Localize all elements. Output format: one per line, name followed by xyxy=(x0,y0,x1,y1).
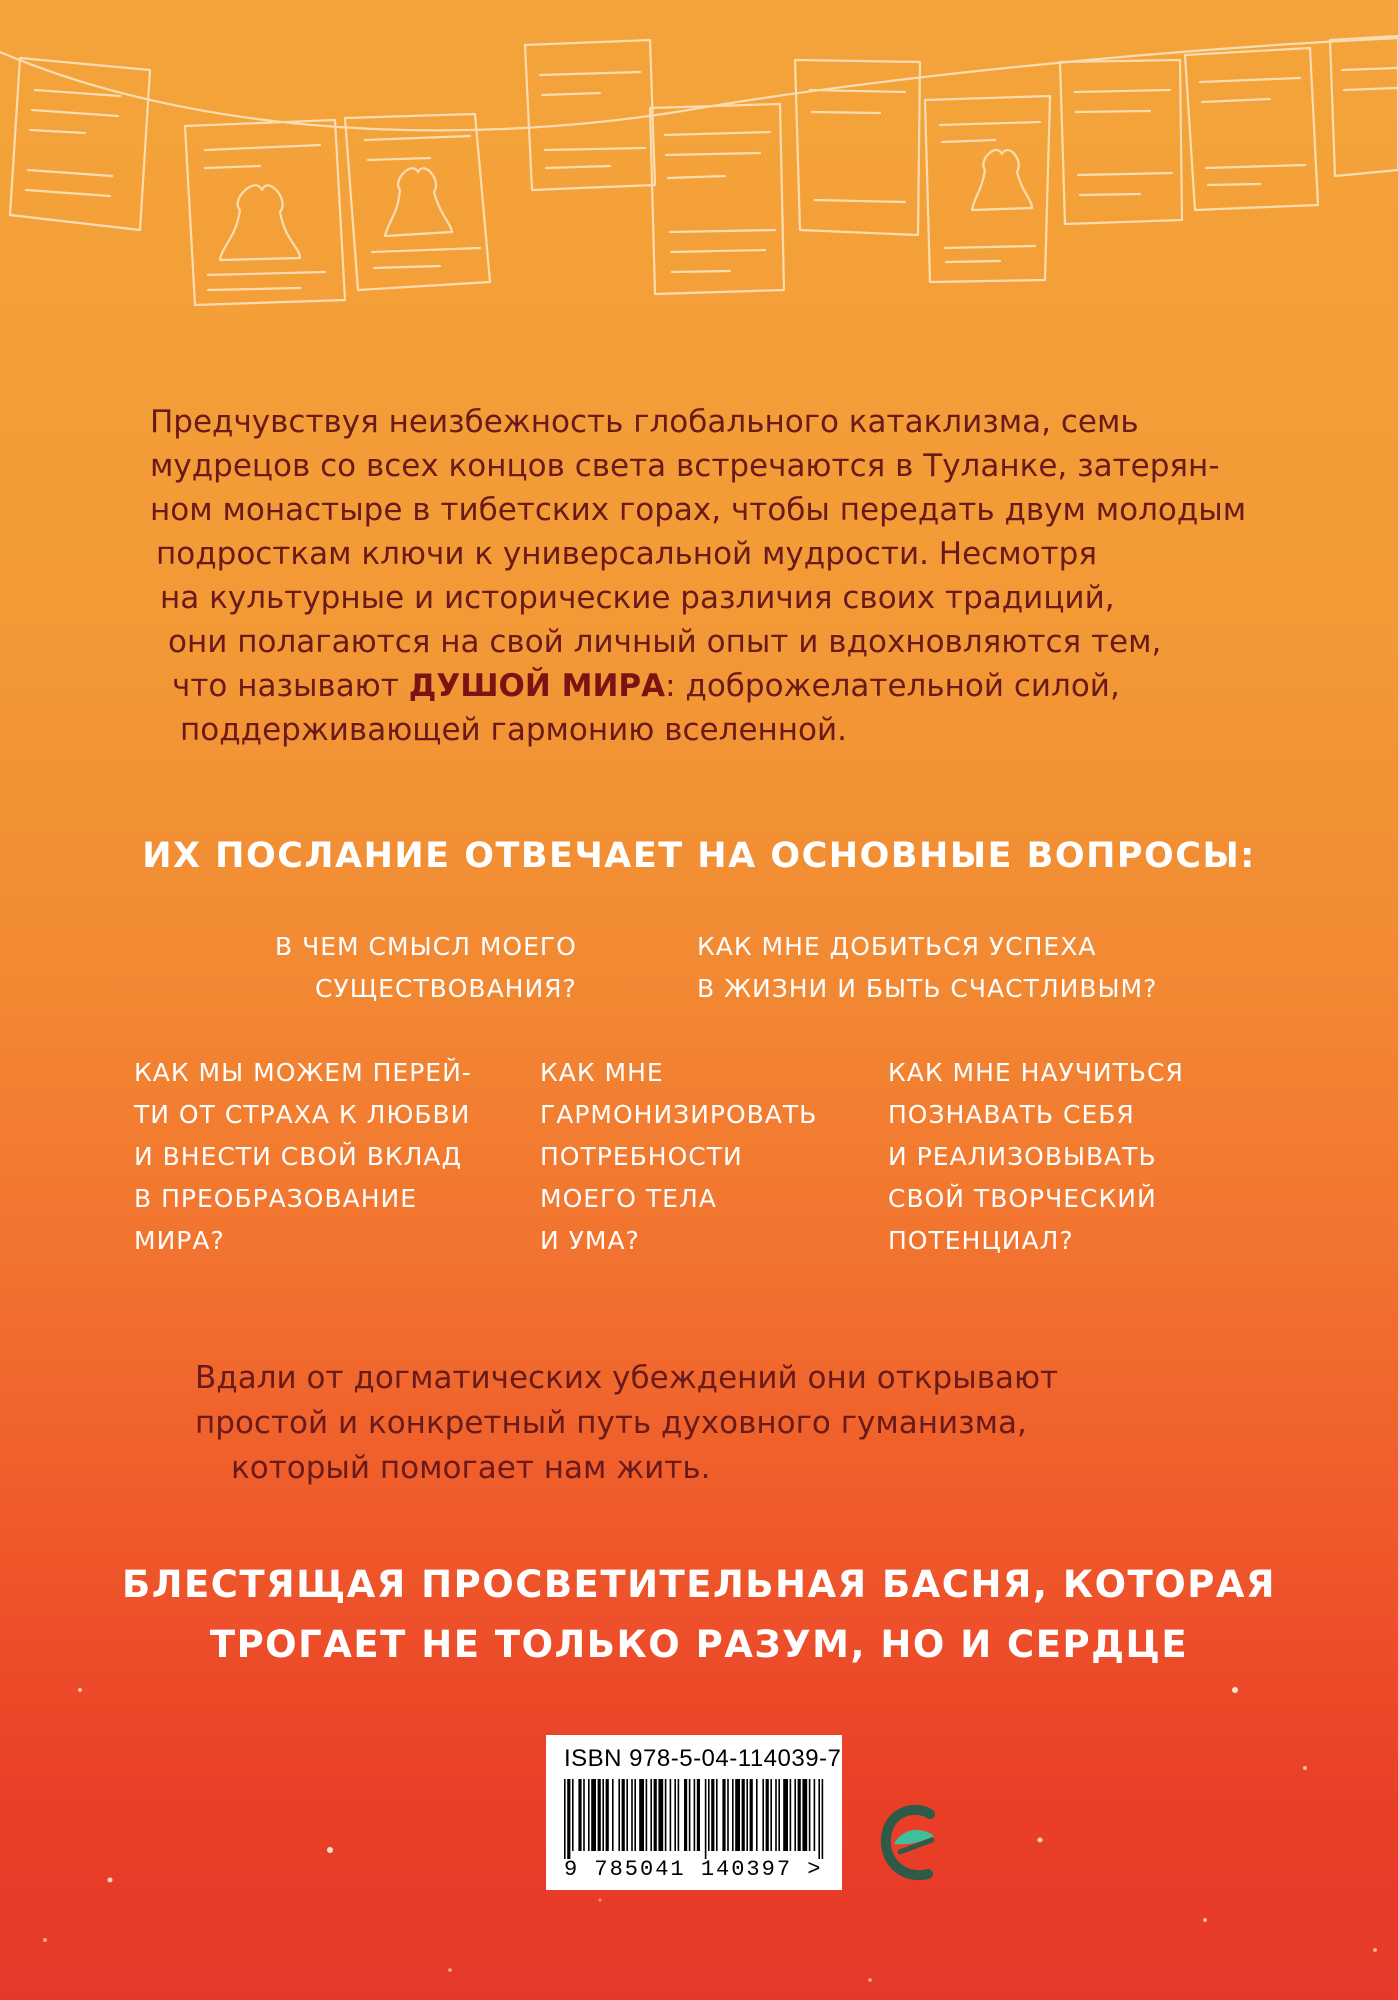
barcode-bar xyxy=(665,1779,667,1851)
intro-line-6: они полагаются на свой личный опыт и вдохновляются тем, xyxy=(168,624,1162,660)
question-line: КАК МЫ МОЖЕМ ПЕРЕЙ- xyxy=(134,1058,472,1087)
question-body-mind xyxy=(540,1052,817,1262)
barcode-bar xyxy=(684,1779,687,1851)
question-line: СВОЙ ТВОРЧЕСКИЙ xyxy=(888,1184,1157,1213)
barcode-bar xyxy=(658,1779,663,1851)
isbn-label: ISBN 978-5-04-114039-7 xyxy=(564,1745,842,1772)
barcode-bar xyxy=(722,1779,725,1851)
question-line: КАК МНЕ НАУЧИТЬСЯ xyxy=(888,1058,1184,1087)
barcode-bar xyxy=(567,1779,570,1859)
question-line: В ПРЕОБРАЗОВАНИЕ xyxy=(134,1184,418,1213)
barcode-bar xyxy=(634,1779,636,1851)
barcode-bar xyxy=(735,1779,740,1851)
barcode-bar xyxy=(742,1779,745,1851)
barcode-bar xyxy=(612,1779,614,1851)
barcode-bar xyxy=(639,1779,644,1851)
intro-paragraph xyxy=(150,400,1270,752)
question-line: ГАРМОНИЗИРОВАТЬ xyxy=(540,1100,818,1129)
barcode-bar xyxy=(650,1779,652,1851)
question-line: МОЕГО ТЕЛА xyxy=(540,1184,717,1213)
barcode-bar xyxy=(689,1779,691,1851)
question-line: КАК МНЕ ДОБИТЬСЯ УСПЕХА xyxy=(697,932,1097,961)
question-line: ПОЗНАВАТЬ СЕБЯ xyxy=(888,1100,1135,1129)
barcode-bar xyxy=(670,1779,672,1851)
barcode-bar xyxy=(770,1779,772,1851)
barcode-bar xyxy=(766,1779,769,1851)
barcode-bar xyxy=(732,1779,734,1851)
barcode-bar xyxy=(646,1779,648,1851)
barcode-bars xyxy=(560,1779,828,1859)
barcode-bar xyxy=(822,1779,824,1859)
barcode-bar xyxy=(750,1779,753,1851)
barcode-bar xyxy=(762,1779,764,1851)
barcode-bar xyxy=(583,1779,585,1851)
prayer-flags-illustration xyxy=(0,0,1398,330)
outro-paragraph xyxy=(195,1356,1195,1491)
question-line: И РЕАЛИЗОВЫВАТЬ xyxy=(888,1142,1157,1171)
barcode-bar xyxy=(809,1779,811,1851)
outro-line-3: который помогает нам жить. xyxy=(231,1450,711,1486)
barcode-bar xyxy=(697,1779,700,1851)
intro-line-2: мудрецов со всех концов света встречаются в Туланке, затерян- xyxy=(150,448,1220,484)
intro-line-3: ном монастыре в тибетских горах, чтобы передать двум молодым xyxy=(150,492,1247,528)
barcode-bar xyxy=(678,1779,680,1851)
barcode-bar xyxy=(694,1779,696,1851)
barcode-bar xyxy=(790,1779,792,1851)
barcode-bar xyxy=(618,1779,620,1851)
intro-line-1: Предчувствуя неизбежность глобального катаклизма, семь xyxy=(150,404,1139,440)
question-fear-to-love xyxy=(134,1052,472,1262)
barcode-bar xyxy=(606,1779,609,1851)
question-line: ТИ ОТ СТРАХА К ЛЮБВИ xyxy=(134,1100,471,1129)
barcode-bar xyxy=(756,1779,758,1851)
barcode-bar xyxy=(598,1779,601,1851)
outro-line-1: Вдали от догматических убеждений они открывают xyxy=(195,1360,1059,1396)
question-meaning xyxy=(275,926,577,1010)
barcode-bar xyxy=(578,1779,581,1851)
question-line: МИРА? xyxy=(134,1226,225,1255)
intro-line-7-start: что называют xyxy=(172,668,409,704)
barcode-bar xyxy=(778,1779,780,1851)
question-line: И ВНЕСТИ СВОЙ ВКЛАД xyxy=(134,1142,463,1171)
barcode-bar xyxy=(783,1779,788,1851)
intro-line-7-end: : доброжелательной силой, xyxy=(665,668,1120,704)
question-line: ПОТРЕБНОСТИ xyxy=(540,1142,743,1171)
question-success xyxy=(697,926,1157,1010)
barcode-bar xyxy=(564,1779,566,1859)
intro-line-5: на культурные и исторические различия своих традиций, xyxy=(160,580,1115,616)
barcode-bar xyxy=(631,1779,633,1851)
slogan-line-2: ТРОГАЕТ НЕ ТОЛЬКО РАЗУМ, НО И СЕРДЦЕ xyxy=(209,1623,1189,1666)
barcode-bar xyxy=(814,1779,816,1851)
barcode-bar xyxy=(591,1779,596,1851)
question-line: И УМА? xyxy=(540,1226,640,1255)
intro-line-4: подросткам ключи к универсальной мудрости. Несмотря xyxy=(156,536,1097,572)
barcode-bar xyxy=(622,1779,625,1851)
barcode-bar xyxy=(711,1779,714,1851)
barcode-digits: 9 785041 140397 > xyxy=(564,1857,823,1882)
question-self-knowledge xyxy=(888,1052,1184,1262)
barcode-bar xyxy=(746,1779,748,1851)
barcode-bar xyxy=(818,1779,820,1859)
barcode-bar xyxy=(626,1779,628,1851)
question-line: ПОТЕНЦИАЛ? xyxy=(888,1226,1074,1255)
barcode-bar xyxy=(674,1779,676,1851)
question-line: В ЧЕМ СМЫСЛ МОЕГО xyxy=(275,932,577,961)
barcode-bar xyxy=(716,1779,718,1851)
publisher-logo-icon xyxy=(878,1800,944,1886)
barcode-bar xyxy=(708,1779,710,1851)
slogan-line-1: БЛЕСТЯЩАЯ ПРОСВЕТИТЕЛЬНАЯ БАСНЯ, КОТОРАЯ xyxy=(122,1563,1276,1606)
intro-line-7 xyxy=(150,664,1270,708)
barcode xyxy=(546,1735,842,1890)
question-line: КАК МНЕ xyxy=(540,1058,664,1087)
intro-line-8: поддерживающей гармонию вселенной. xyxy=(180,712,848,748)
barcode-bar xyxy=(602,1779,604,1851)
barcode-bar xyxy=(727,1779,729,1851)
barcode-bar xyxy=(654,1779,657,1851)
barcode-bar xyxy=(588,1779,590,1851)
question-line: СУЩЕСТВОВАНИЯ? xyxy=(315,974,577,1003)
question-line: В ЖИЗНИ И БЫТЬ СЧАСТЛИВЫМ? xyxy=(697,974,1158,1003)
barcode-bar xyxy=(705,1779,707,1859)
outro-line-2: простой и конкретный путь духовного гуманизма, xyxy=(195,1405,1027,1441)
barcode-bar xyxy=(775,1779,777,1851)
barcode-bar xyxy=(798,1779,801,1851)
barcode-bar xyxy=(794,1779,796,1851)
barcode-bar xyxy=(572,1779,574,1851)
soul-of-world-emphasis: ДУШОЙ МИРА xyxy=(408,668,666,704)
barcode-bar xyxy=(802,1779,807,1851)
questions-heading: ИХ ПОСЛАНИЕ ОТВЕЧАЕТ НА ОСНОВНЫЕ ВОПРОСЫ: xyxy=(142,836,1256,876)
